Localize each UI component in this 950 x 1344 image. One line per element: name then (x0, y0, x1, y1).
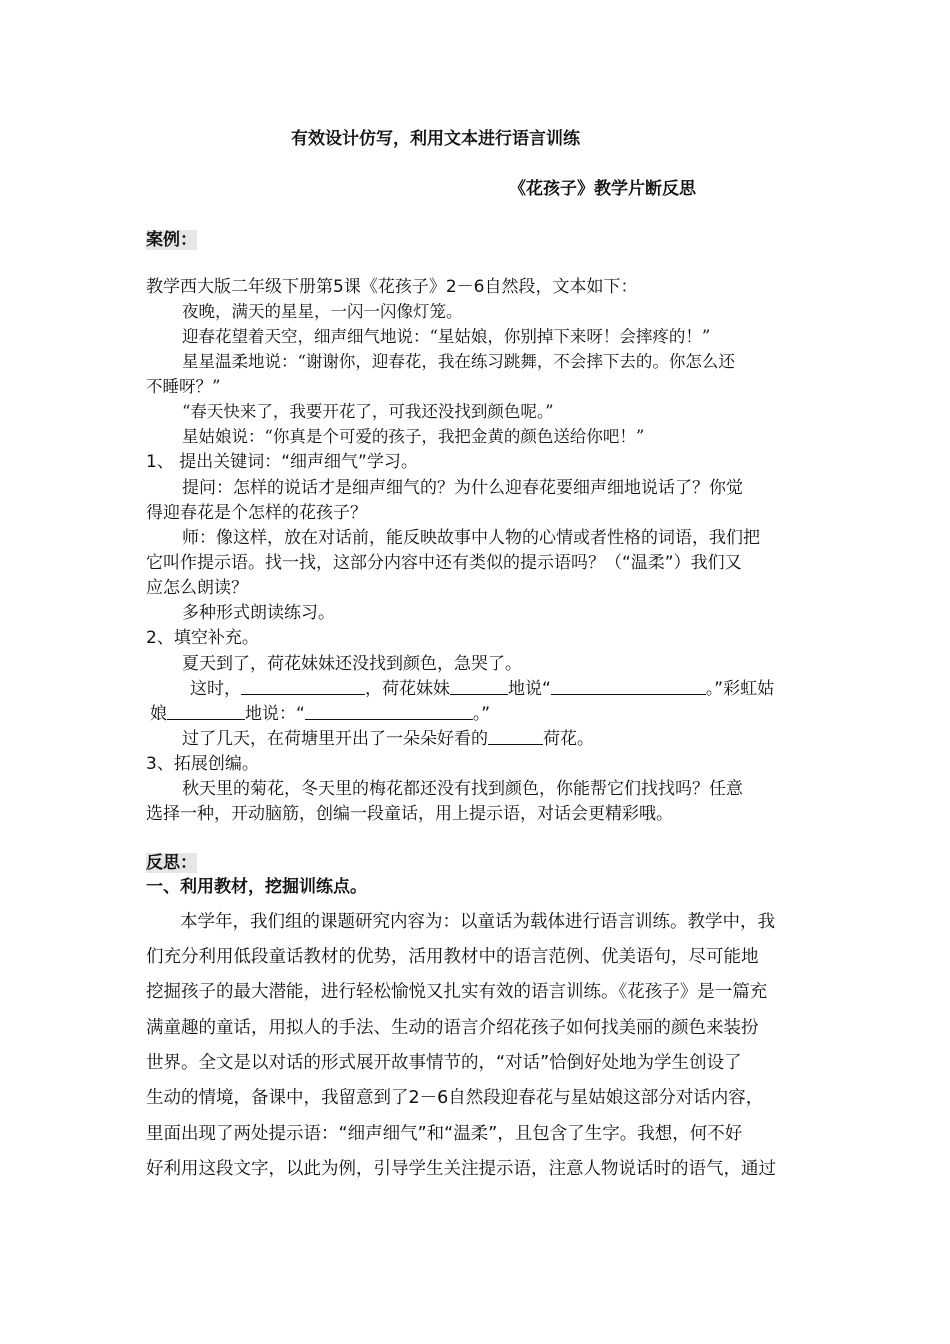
step3-line: 秋天里的菊花，冬天里的梅花都还没有找到颜色，你能帮它们找找吗？任意 (182, 779, 743, 799)
blank (167, 703, 245, 720)
reflection-line: 本学年，我们组的课题研究内容为：以童话为载体进行语言训练。教学中，我 (180, 912, 775, 932)
fill-line-3: 过了几天，在荷塘里开出了一朵朵好看的 荷花。 (182, 729, 594, 749)
step1-line: 得迎春花是个怎样的花孩子？ (146, 503, 367, 523)
fill-line-2: 娘 地说：“ 。” (150, 704, 491, 724)
step1-line: 师：像这样，放在对话前，能反映故事中人物的心情或者性格的词语，我们把 (182, 528, 760, 548)
reflection-heading: 反思： (146, 853, 197, 873)
reflection-line: 生动的情境，备课中，我留意到了2－6自然段迎春花与星姑娘这部分对话内容， (146, 1088, 764, 1108)
text-line: “春天快来了，我要开花了，可我还没找到颜色呢。” (182, 402, 554, 421)
blank (241, 678, 365, 695)
step1-line: 提问：怎样的说话才是细声细气的？为什么迎春花要细声细地说话了？你觉 (182, 478, 743, 498)
reflection-line: 挖掘孩子的最大潜能，进行轻松愉悦又扎实有效的语言训练。《花孩子》是一篇充 (146, 982, 768, 1002)
case-heading: 案例： (146, 230, 197, 250)
step3-line: 选择一种，开动脑筋，创编一段童话，用上提示语，对话会更精彩哦。 (146, 804, 673, 824)
section-heading: 一、利用教材，挖掘训练点。 (146, 877, 367, 897)
blank (305, 703, 473, 720)
doc-title: 有效设计仿写，利用文本进行语言训练 (291, 129, 580, 149)
reflection-line: 世界。全文是以对话的形式展开故事情节的，“对话”恰倒好处地为学生创设了 (146, 1053, 742, 1073)
text-line: 夜晚，满天的星星，一闪一闪像灯笼。 (182, 302, 463, 321)
reflection-line: 里面出现了两处提示语：“细声细气”和“温柔”，且包含了生字。我想，何不好 (146, 1124, 743, 1144)
text-line: 星星温柔地说：“谢谢你，迎春花，我在练习跳舞，不会摔下去的。你怎么还 (182, 352, 735, 371)
text-line: 不睡呀？” (146, 377, 221, 396)
step1-title: 1、 提出关键词：“细声细气”学习。 (146, 452, 418, 472)
step2-line: 夏天到了，荷花妹妹还没找到颜色，急哭了。 (182, 654, 522, 674)
step1-line: 多种形式朗读练习。 (182, 603, 335, 623)
step2-title: 2、填空补充。 (146, 628, 259, 648)
blank (551, 678, 706, 695)
text-line: 星姑娘说：“你真是个可爱的孩子，我把金黄的颜色送给你吧！” (182, 427, 645, 446)
step1-line: 应怎么朗读？ (146, 578, 248, 598)
blank (488, 728, 543, 745)
reflection-line: 好利用这段文字，以此为例，引导学生关注提示语，注意人物说话时的语气，通过 (146, 1159, 776, 1179)
reflection-line: 满童趣的童话，用拟人的手法、生动的语言介绍花孩子如何找美丽的颜色来装扮 (146, 1018, 759, 1038)
reflection-line: 们充分利用低段童话教材的优势，活用教材中的语言范例、优美语句，尽可能地 (146, 947, 759, 967)
text-line: 迎春花望着天空，细声细气地说：“星姑娘，你别掉下来呀！会摔疼的！” (182, 327, 711, 346)
case-intro: 教学西大版二年级下册第5课《花孩子》2－6自然段，文本如下： (146, 277, 638, 297)
fill-line-1: 这时， ，荷花妹妹 地说“ 。”彩虹姑 (190, 679, 775, 699)
step3-title: 3、拓展创编。 (146, 754, 259, 774)
blank (450, 678, 508, 695)
step1-line: 它叫作提示语。找一找，这部分内容中还有类似的提示语吗？（“温柔”）我们又 (146, 553, 742, 573)
doc-subtitle: 《花孩子》教学片断反思 (509, 179, 696, 199)
